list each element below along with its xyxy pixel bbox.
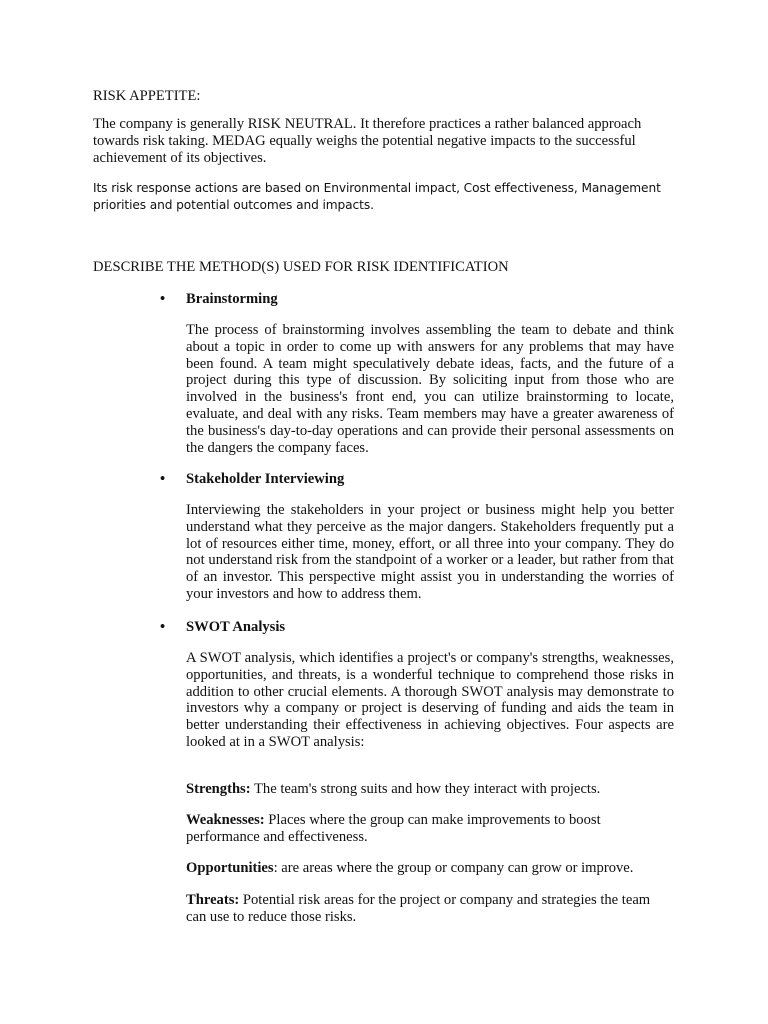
swot-description: Potential risk areas for the project or company and strategies the team can use to reduce those risks. xyxy=(186,892,651,925)
swot-description: Places where the group can make improvements to boost performance and effectiveness. xyxy=(186,812,601,845)
risk-identification-heading: DESCRIBE THE METHOD(S) USED FOR RISK IDENTIFICATION xyxy=(93,259,509,275)
swot-strengths xyxy=(186,781,674,798)
swot-description: : are areas where the group or company can grow or improve. xyxy=(273,860,634,876)
method-description: The process of brainstorming involves assembling the team to debate and think about a topic in order to come up with answers for any problems that may have been found. A team might speculatively debate ideas, facts, and the future of a project during this type of discussion. By soliciting input from those who are involved in the business's front end, you can utilize brainstorming to locate, evaluate, and deal with any risks. Team members may have a greater awareness of the business's day-to-day operations and can provide their personal assessments on the dangers the company faces. xyxy=(186,322,674,456)
bullet-icon: • xyxy=(160,619,166,635)
swot-weaknesses xyxy=(186,812,646,846)
risk-response-paragraph: Its risk response actions are based on Environmental impact, Cost effectiveness, Management priorities and potential outcomes and impacts. xyxy=(93,181,661,212)
method-title: Stakeholder Interviewing xyxy=(186,471,345,487)
risk-appetite-paragraph: The company is generally RISK NEUTRAL. It therefore practices a rather balanced approach towards risk taking. MEDAG equally weighs the potential negative impacts to the successful achievement of its objectives. xyxy=(93,116,642,166)
method-title: Brainstorming xyxy=(186,291,278,307)
swot-term: Opportunities xyxy=(186,860,274,876)
swot-term: Strengths: xyxy=(186,781,251,797)
swot-description: The team's strong suits and how they interact with projects. xyxy=(250,781,601,797)
method-description: A SWOT analysis, which identifies a project's or company's strengths, weaknesses, opportunities, and threats, is a wonderful technique to comprehend those risks in addition to other crucial elements. A thorough SWOT analysis may demonstrate to investors why a company or project is deserving of funding and aids the team in better understanding their effectiveness in achieving objectives. Four aspects are looked at in a SWOT analysis: xyxy=(186,650,674,750)
bullet-icon: • xyxy=(160,471,166,487)
swot-opportunities xyxy=(186,860,674,877)
swot-term: Weaknesses: xyxy=(186,812,265,828)
risk-appetite-heading: RISK APPETITE: xyxy=(93,88,201,104)
method-title: SWOT Analysis xyxy=(186,619,286,635)
swot-term: Threats: xyxy=(186,892,240,908)
swot-threats xyxy=(186,892,656,926)
method-description: Interviewing the stakeholders in your project or business might help you better understand what they perceive as the major dangers. Stakeholders frequently put a lot of resources either time, money, effort, or all three into your company. They do not understand risk from the standpoint of a worker or a leader, but rather from that of an investor. This perspective might assist you in understanding the worries of your investors and how to address them. xyxy=(186,502,674,602)
bullet-icon: • xyxy=(160,291,166,307)
